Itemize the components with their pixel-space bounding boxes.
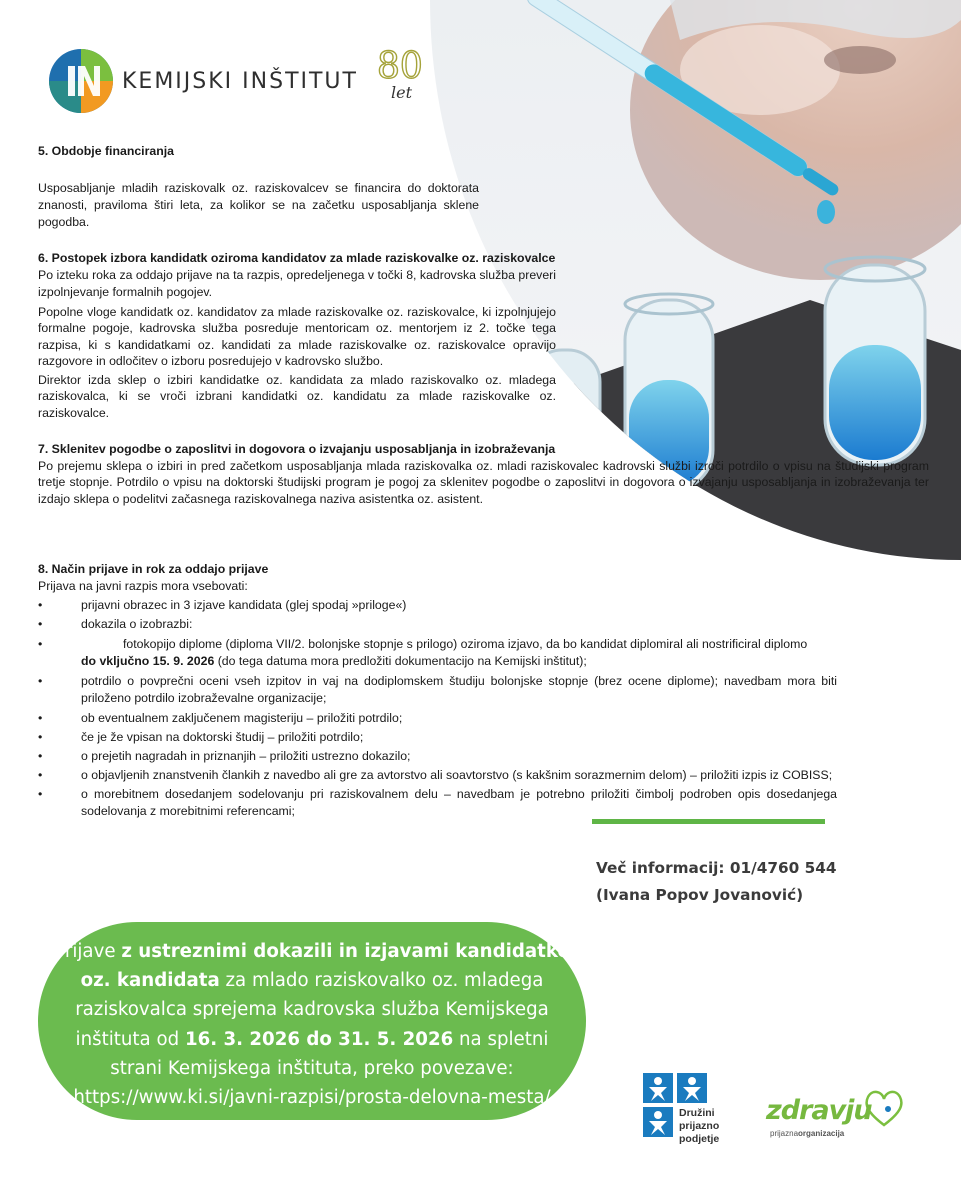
section-7-heading: 7. Sklenitev pogodbe o zaposlitvi in dogovora o izvajanju usposabljanja in izobraževanja — [38, 442, 556, 456]
contact-person: (Ivana Popov Jovanović) — [596, 886, 804, 904]
bullet: • — [38, 637, 43, 651]
deadline-date: do vključno 15. 9. 2026 — [81, 653, 215, 668]
anniversary-number: 80 — [377, 46, 423, 87]
contact-phone: Več informacij: 01/4760 544 — [596, 859, 837, 877]
section-6-heading: 6. Postopek izbora kandidatk oziroma kandidatov za mlade raziskovalke oz. raziskovalce — [38, 251, 556, 265]
family-friendly-label — [679, 1107, 719, 1146]
bullet: • — [38, 711, 43, 725]
requirement-text: (do tega datuma mora predložiti dokumentacijo na Kemijski inštitut); — [214, 653, 587, 668]
requirement-item: dokazila o izobrazbi: — [81, 617, 193, 631]
callout-text: na spletni strani Kemijskega inštituta, preko povezave: — [110, 1028, 549, 1079]
logo-name: KEMIJSKI INŠTITUT — [122, 68, 358, 94]
requirement-item: potrdilo o povprečni oceni vseh izpitov in vaj na dodiplomskem študiju bolonjske stopnje (brez ocene diplome); navedbam mora biti priloženo potrdilo izobraževalne organizacije; — [81, 674, 837, 705]
bullet: • — [38, 787, 43, 801]
bullet: • — [38, 674, 43, 688]
requirement-item: če je že vpisan na doktorski študij – priložiti potrdilo; — [81, 730, 364, 744]
bullet: • — [38, 730, 43, 744]
requirement-item: o morebitnem dosedanjem sodelovanju pri raziskovalnem delu – navedbam je potrebno priložiti čimbolj podroben opis dosedanjega sodelovanja z morebitnimi referencami; — [81, 787, 837, 818]
application-callout-text — [52, 937, 572, 1112]
health-word: zdravju — [766, 1095, 872, 1126]
requirement-item: o objavljenih znanstvenih člankih z navedbo ali gre za avtorstvo ali soavtorstvo (s kakšnim sorazmernim delom) – priložiti izpis iz COBISS; — [81, 768, 833, 782]
health-subtitle — [770, 1129, 844, 1138]
family-friendly-line: Družini — [679, 1107, 715, 1119]
callout-emphasis: z ustreznimi dokazili in izjavami kandidatke oz. kandidata — [80, 941, 570, 992]
callout-text: Prijave — [54, 941, 122, 962]
contact-accent-bar — [592, 819, 825, 824]
health-subtitle-part: prijazna — [770, 1129, 799, 1138]
health-friendly-logo — [766, 1085, 906, 1145]
bullet: • — [38, 768, 43, 782]
bullet: • — [38, 598, 43, 612]
section-6-para-2: Popolne vloge kandidatk oz. kandidatov za mlade raziskovalke oz. raziskovalce, ki izpolnjujejo formalne pogoje, kadrovska služba posreduje mentoricam oz. mentorjem iz 2. točke tega razpisa, ki s kandidatkami oz. kandidati za mlade raziskovalke oz. raziskovalce opravijo razgovore in odločitev o izboru posredujejo v kadrovsko službo. — [38, 305, 556, 369]
requirement-item: o prejetih nagradah in priznanjih – priložiti ustrezno dokazilo; — [81, 749, 411, 763]
kemijski-institut-logo — [48, 46, 423, 114]
section-6-para-1: Po izteku roka za oddajo prijave na ta razpis, opredeljenega v točki 8, kadrovska služba preveri izpolnjevanje formalnih pogojev. — [38, 268, 556, 300]
family-friendly-line: podjetje — [679, 1133, 720, 1145]
application-link[interactable]: https://www.ki.si/javni-razpisi/prosta-delovna-mesta/ — [73, 1087, 551, 1109]
bullet: • — [38, 749, 43, 763]
family-friendly-logo — [643, 1073, 723, 1157]
health-subtitle-part: organizacija — [798, 1129, 845, 1138]
section-6-para-3: Direktor izda sklep o izbiri kandidatke oz. kandidata za mlado raziskovalko oz. mladega raziskovalca, ki se vroči izbrani kandidatki oz. kandidatu za mlade raziskovalke oz. raziskovalce. — [38, 373, 556, 420]
requirement-text: fotokopijo diplome (diploma VII/2. bolonjske stopnje s prilogo) oziroma izjavo, da bo kandidat diplomiral ali nostrificiral diplomo — [123, 637, 808, 651]
bullet: • — [38, 617, 43, 631]
callout-dates: 16. 3. 2026 do 31. 5. 2026 — [184, 1028, 454, 1050]
ki-emblem-icon — [48, 48, 114, 114]
callout-text: za mlado raziskovalko oz. mladega raziskovalca sprejema kadrovska služba Kemijskega inštituta od — [75, 970, 549, 1050]
section-5-heading: 5. Obdobje financiranja — [38, 144, 174, 158]
anniversary-word: let — [391, 83, 413, 102]
section-8-intro: Prijava na javni razpis mora vsebovati: — [38, 579, 248, 593]
anniversary-80-mark — [375, 44, 425, 104]
requirement-item — [81, 636, 837, 669]
section-7-body: Po prejemu sklepa o izbiri in pred začetkom usposabljanja mlada raziskovalka oz. mladi raziskovalec kadrovski službi izroči potrdilo o vpisu na študijski program tretje stopnje. Potrdilo o vpisu na doktorski študijski program je pogoj za sklenitev pogodbe o zaposlitvi in dogovora o izvajanju usposabljanja in izobraževanja ter izdajo sklepa o podelitvi začasnega raziskovalnega naziva asistentka oz. asistent. — [38, 459, 929, 506]
requirement-item: ob eventualnem zaključenem magisteriju – priložiti potrdilo; — [81, 711, 403, 725]
section-8-heading: 8. Način prijave in rok za oddajo prijave — [38, 562, 269, 576]
section-5-body: Usposabljanje mladih raziskovalk oz. raziskovalcev se financira do doktorata znanosti, praviloma štiri leta, za kolikor se na začetku usposabljanja sklene pogodba. — [38, 181, 479, 230]
family-friendly-line: prijazno — [679, 1120, 720, 1132]
requirement-item: prijavni obrazec in 3 izjave kandidata (glej spodaj »priloge«) — [81, 598, 407, 612]
